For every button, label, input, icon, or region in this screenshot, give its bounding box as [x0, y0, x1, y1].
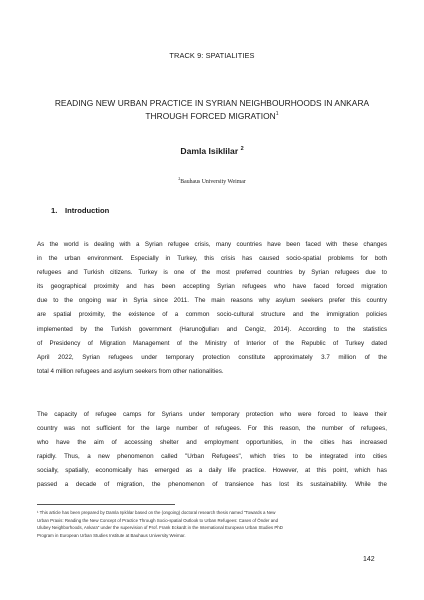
- paragraph-line: who have the aim of accessing shelter and employment opportunities, in the cities has increased: [37, 439, 387, 447]
- title-footnote-marker: 1: [275, 110, 279, 117]
- footnote-line: Ulubey Neighborhoods, Ankara" under the supervision of Prof. Frank Eckardt in the International European Urban Studies PhD: [37, 525, 283, 531]
- paragraph-line: April 2022, Syrian refugees under temporary protection constitute approximately 3.7 million of the: [37, 353, 387, 361]
- paragraph-line: refugees and Turkish citizens. Turkey is one of the most preferred countries by Syrian refugees due to: [37, 269, 387, 277]
- page-number: 142: [363, 556, 375, 563]
- section-number: 1.: [51, 206, 58, 215]
- paragraph-line: of Presidency of Migration Management of the Ministry of Interior of the Republic of Turkey dated: [37, 339, 387, 347]
- footnote-line: ¹ This article has been prepared by Damla Işıklılar based on the (ongoing) doctoral research thesis named "Towards a New: [37, 510, 276, 515]
- paragraph-line: The capacity of refugee camps for Syrians under temporary protection who were forced to leave their: [37, 411, 387, 418]
- paragraph-line: in the urban environment. Especially in Turkey, this crisis has caused socio-spatial problems for both: [37, 255, 387, 263]
- paragraph-line: its geographical proximity and has been accepting Syrian refugees who have faced forced migration: [37, 283, 387, 291]
- paragraph-line: passed a decade of migration, the phenomenon of transience has lost its sustainability. While the: [37, 481, 387, 489]
- title-line-2: THROUGH FORCED MIGRATION$^1$: [145, 110, 279, 121]
- footnote-line: Program in European Urban Studies Institute at Bauhaus University Weimar.: [37, 532, 186, 538]
- paragraph-line: due to the ongoing war in Syria since 2011. The main reasons why asylum seekers prefer this country: [37, 297, 387, 305]
- section-heading: [51, 206, 109, 215]
- title-line-1: READING NEW URBAN PRACTICE IN SYRIAN NEIGHBOURHOODS IN ANKARA: [54, 98, 370, 108]
- track-label: TRACK 9: SPATIALITIES: [169, 51, 255, 60]
- footnote: [37, 509, 387, 539]
- author-name: Damla Isiklilar $^2$: [180, 146, 244, 156]
- paragraph-1: [37, 238, 387, 379]
- paragraph-line: implemented by the Turkish government (Harunoğulları and Cengiz, 2014). According to the statistics: [37, 325, 387, 333]
- author-marker: 2: [240, 146, 244, 153]
- paragraph-line: rapidly. Thus, a new phenomenon called "Urban Refugees", which tries to be integrated into cities: [37, 453, 387, 461]
- affiliation-marker: 2: [178, 176, 181, 182]
- footnote-line: Urban Praxis: Reading the New Concept of Practice Through Socio-spatial Outlook to Urban Refugees: Cases of Önder and: [37, 517, 279, 523]
- paragraph-2: [37, 408, 387, 493]
- section-title: Introduction: [65, 206, 110, 215]
- paragraph-line: total 4 million refugees and asylum seekers from other nationalities.: [37, 367, 224, 375]
- paper-title: [40, 97, 384, 122]
- paragraph-line: country was not sufficient for the large number of refugees. For this reason, the number of refugees,: [37, 425, 387, 433]
- paragraph-line: As the world is dealing with a Syrian refugee crisis, many countries have been faced with these changes: [37, 241, 387, 248]
- footnote-divider: [37, 504, 175, 505]
- paragraph-line: are spatial proximity, the existence of a common socio-cultural structure and the immigration policies: [37, 311, 387, 319]
- author-affiliation: $^2$Bauhaus University Weimar: [178, 176, 246, 185]
- paragraph-line: socially, spatially, economically has emerged as a daily life practice. However, at this point, which has: [37, 467, 387, 475]
